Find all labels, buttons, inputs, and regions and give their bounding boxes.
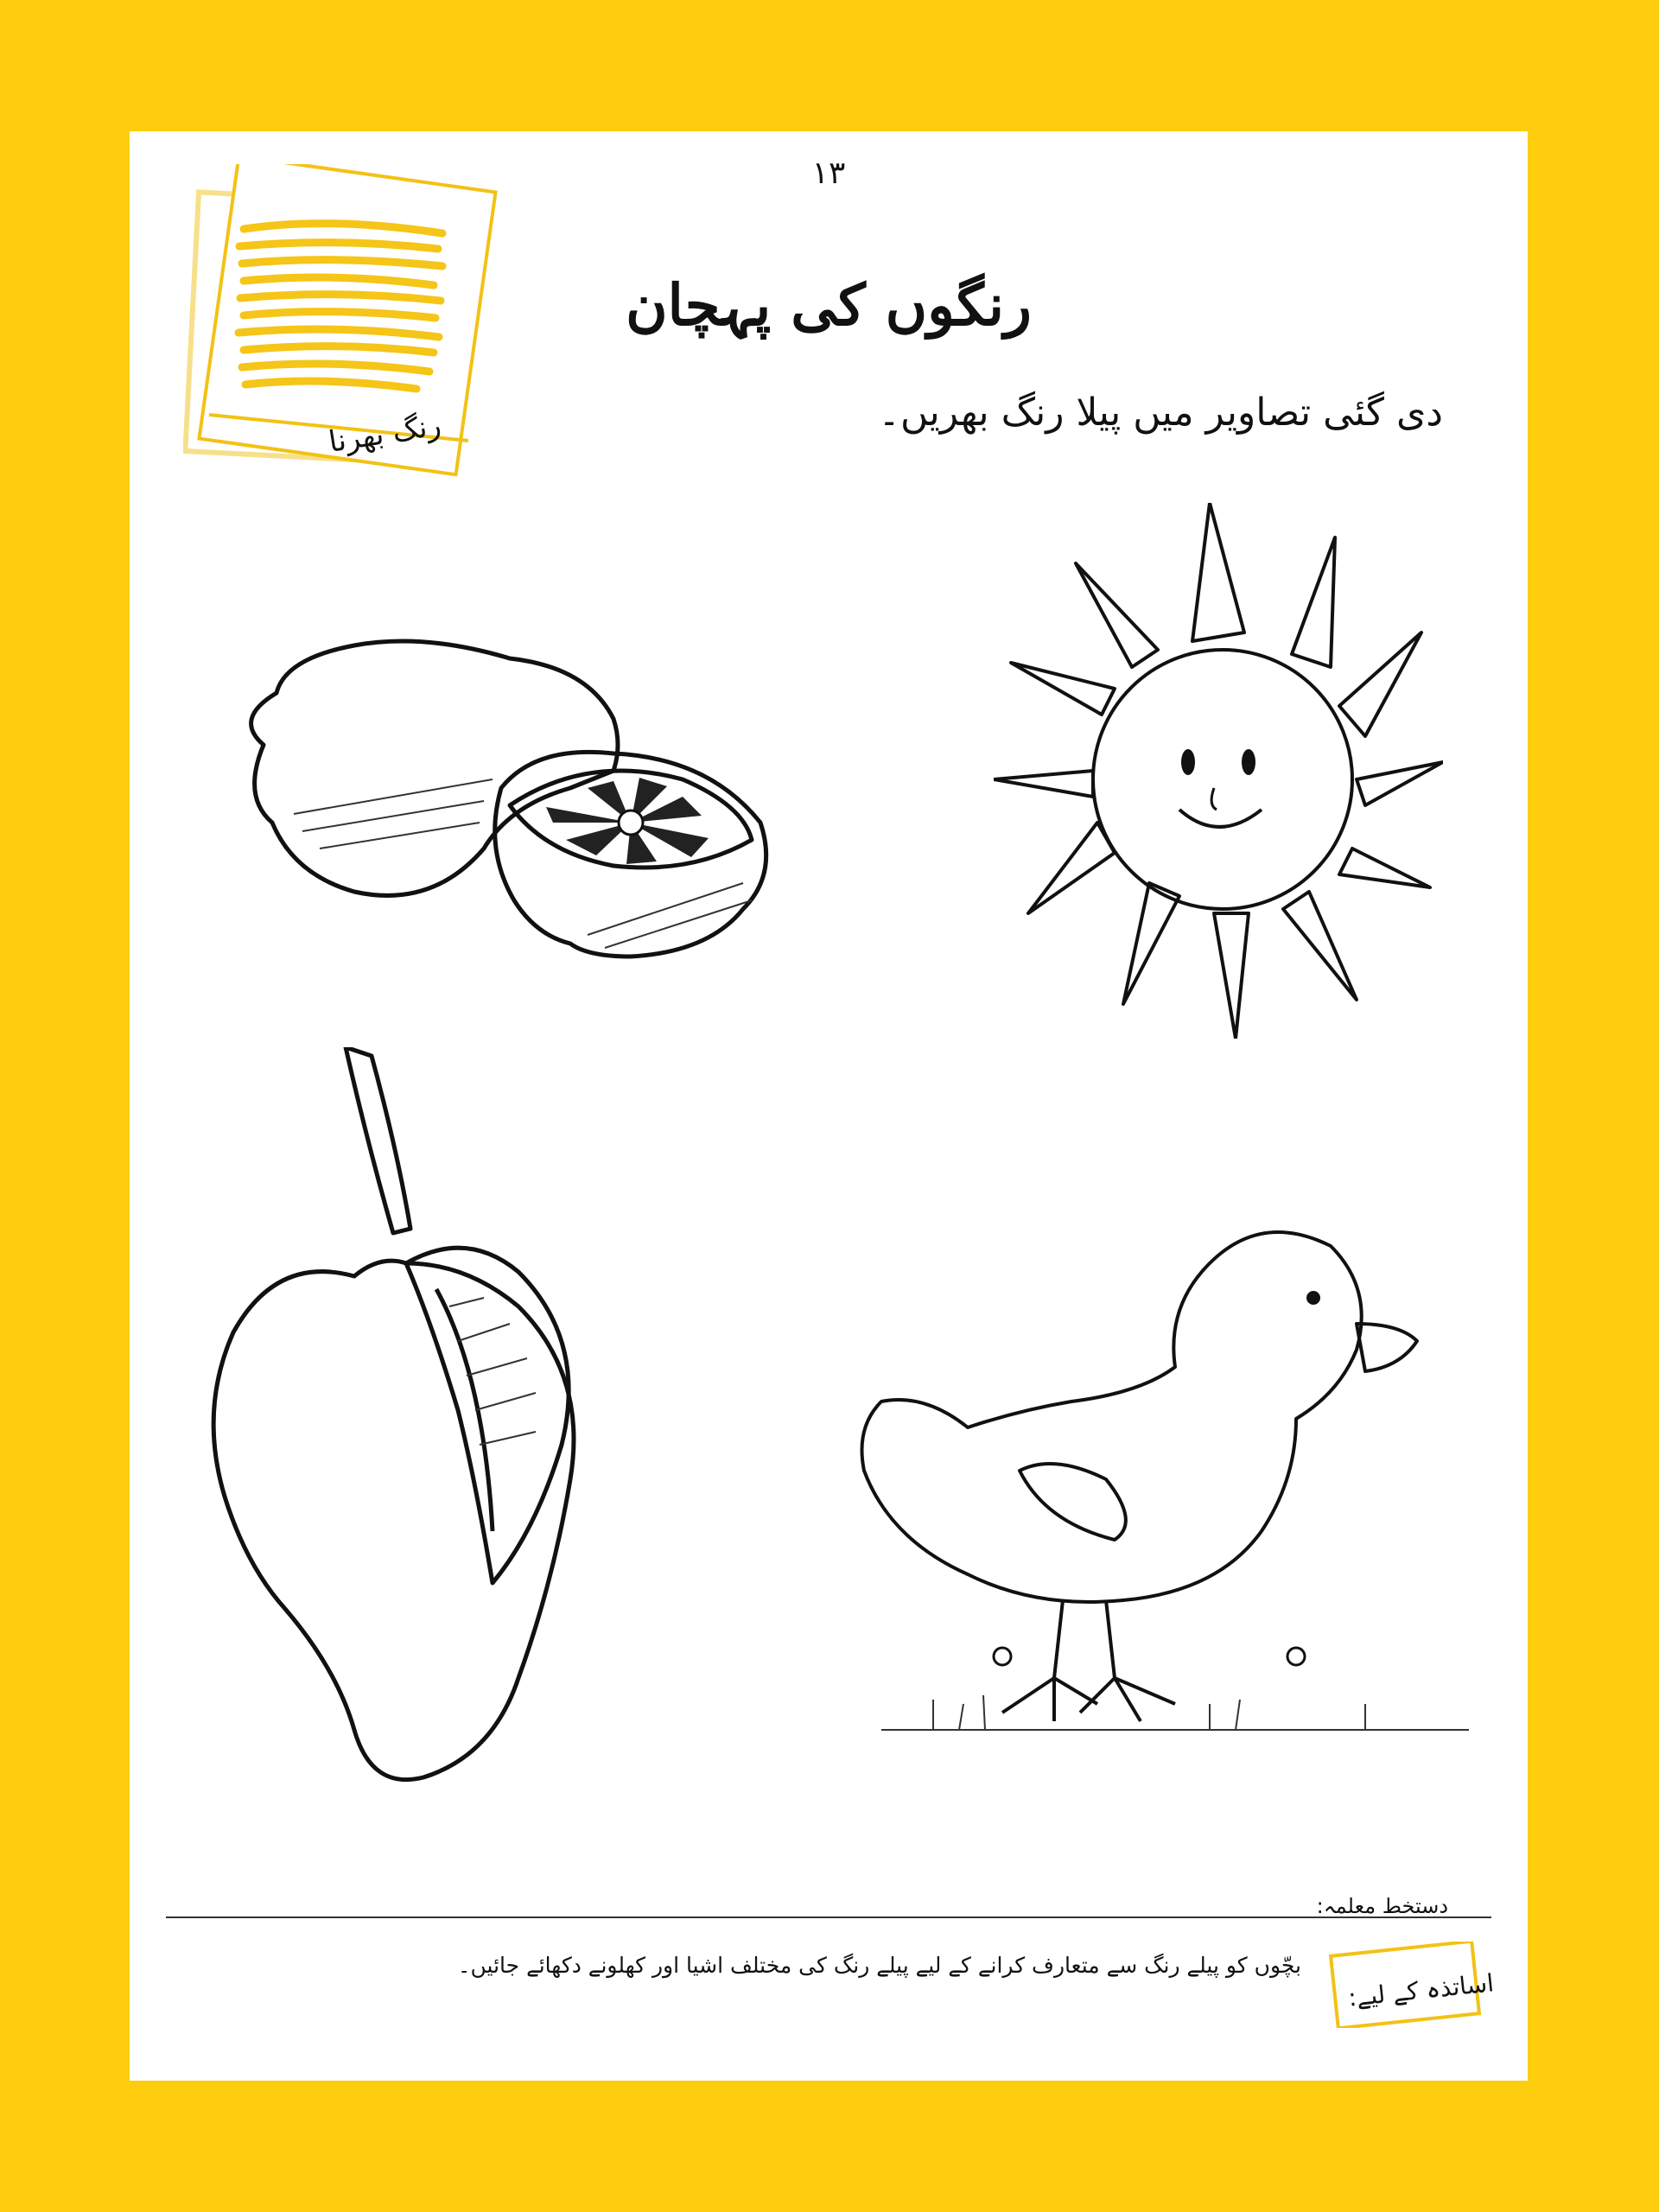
signature-line bbox=[1111, 1897, 1310, 1918]
page-number: ۱۳ bbox=[811, 156, 846, 191]
page-title: رنگوں کی پہچان bbox=[626, 271, 1032, 339]
lemon-icon bbox=[225, 563, 881, 961]
worksheet-page bbox=[130, 131, 1528, 2081]
teacher-note: بچّوں کو پیلے رنگ سے متعارف کرانے کے لیے پیلے رنگ کی مختلف اشیا اور کھلونے دکھائے جائیں۔ bbox=[457, 1953, 1301, 1978]
footer-divider bbox=[166, 1916, 1491, 1918]
signature-row bbox=[1111, 1894, 1448, 1918]
chick-icon bbox=[847, 1194, 1503, 1782]
instruction-text: دی گئی تصاویر میں پیلا رنگ بھریں۔ bbox=[878, 391, 1443, 435]
badge-label: رنگ بھرنا bbox=[326, 408, 444, 460]
teacher-label: اساتذہ کے لیے: bbox=[1346, 1968, 1496, 2012]
sun-icon bbox=[994, 503, 1443, 1039]
mango-icon bbox=[207, 1047, 657, 1790]
signature-label: دستخط معلمہ: bbox=[1316, 1894, 1448, 1918]
